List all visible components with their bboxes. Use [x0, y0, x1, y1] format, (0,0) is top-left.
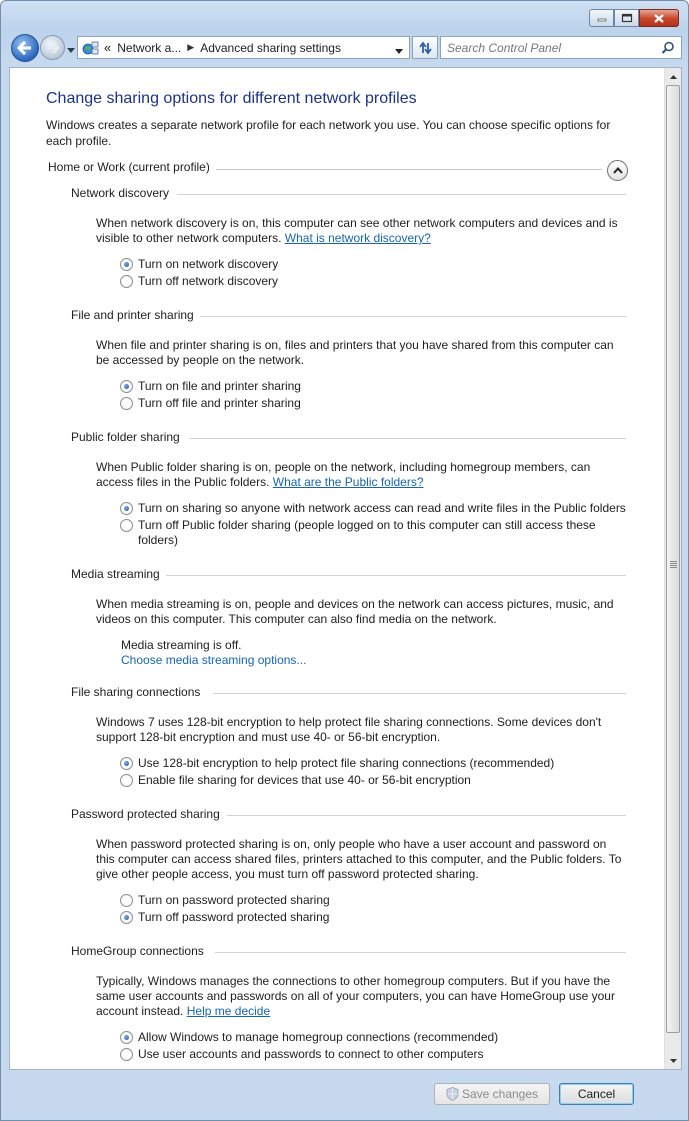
chevron-up-icon	[613, 167, 623, 174]
profile-divider	[216, 169, 602, 170]
cancel-button[interactable]	[559, 1083, 634, 1105]
search-icon[interactable]	[661, 41, 675, 55]
radio-label: Turn on file and printer sharing	[138, 379, 301, 393]
radio-button[interactable]	[120, 774, 133, 787]
save-changes-label: Save changes	[461, 1087, 539, 1101]
radio-turn-on-file-printer-sharing[interactable]	[120, 379, 301, 394]
content-pane	[9, 67, 682, 1070]
section-heading-media-streaming: Media streaming	[71, 567, 160, 581]
page-title: Change sharing options for different network profiles	[46, 90, 417, 107]
radio-button[interactable]	[120, 1048, 133, 1061]
radio-use-128-bit-encryption[interactable]	[120, 756, 554, 771]
section-divider	[215, 952, 626, 953]
radio-turn-on-password-protected-sharing[interactable]	[120, 893, 330, 908]
section-divider	[177, 194, 626, 195]
section-description	[96, 216, 626, 246]
radio-button-checked[interactable]	[120, 502, 133, 515]
radio-enable-40-56-bit-encryption[interactable]	[120, 773, 471, 788]
section-heading-public-folder-sharing: Public folder sharing	[71, 430, 180, 444]
radio-label: Turn on network discovery	[138, 257, 279, 271]
file-printer-description: When file and printer sharing is on, files and printers that you have shared from this computer can be accessed by people on the network.	[96, 338, 614, 367]
section-heading-file-sharing-connections: File sharing connections	[71, 685, 201, 699]
minimize-button[interactable]	[589, 9, 614, 27]
close-icon	[653, 13, 665, 24]
refresh-button[interactable]	[412, 36, 438, 59]
caption-buttons	[589, 9, 679, 27]
breadcrumb-overflow-button[interactable]: «	[104, 40, 112, 55]
homegroup-description: Typically, Windows manages the connections to other homegroup computers. But if you have the same user accounts and passwords on all of your computers, you can have HomeGroup use your account instead.	[96, 974, 615, 1018]
sharing-settings-content	[10, 68, 664, 1069]
radio-label: Enable file sharing for devices that use 40- or 56-bit encryption	[138, 773, 471, 787]
scroll-down-arrow-icon	[670, 1059, 677, 1063]
page-intro: Windows creates a separate network profile for each network you use. You can choose specific options for each profile.	[46, 118, 611, 148]
forward-button[interactable]	[40, 35, 65, 60]
radio-allow-windows-manage-homegroup[interactable]	[120, 1030, 498, 1045]
help-me-decide-link[interactable]: Help me decide	[186, 1004, 271, 1018]
radio-label: Turn off Public folder sharing (people logged on to this computer can still access these folders)	[138, 518, 596, 547]
maximize-button[interactable]	[614, 9, 639, 27]
breadcrumb-separator-icon[interactable]: ▶	[187, 42, 195, 52]
vertical-scrollbar[interactable]	[664, 68, 681, 1069]
radio-turn-on-public-folder-sharing[interactable]	[120, 501, 626, 516]
radio-button[interactable]	[120, 519, 133, 532]
network-discovery-help-link[interactable]: What is network discovery?	[284, 231, 431, 245]
public-folders-help-link[interactable]: What are the Public folders?	[272, 475, 424, 489]
footer-bar	[9, 1070, 682, 1114]
section-divider	[200, 316, 626, 317]
public-folder-description: When Public folder sharing is on, people on the network, including homegroup members, can access files in the Public folders.	[96, 460, 591, 489]
profile-heading: Home or Work (current profile)	[48, 160, 210, 174]
section-description	[96, 460, 626, 490]
radio-button-checked[interactable]	[120, 911, 133, 924]
network-icon	[82, 40, 100, 56]
back-arrow-icon	[17, 41, 33, 55]
radio-button[interactable]	[120, 894, 133, 907]
address-bar[interactable]	[77, 36, 410, 59]
section-heading-network-discovery: Network discovery	[71, 186, 170, 200]
radio-button-checked[interactable]	[120, 258, 133, 271]
radio-turn-off-password-protected-sharing[interactable]	[120, 910, 329, 925]
scroll-up-button[interactable]	[665, 68, 681, 85]
radio-turn-off-file-printer-sharing[interactable]	[120, 396, 301, 411]
minimize-icon	[596, 14, 608, 22]
section-description	[96, 974, 626, 1019]
cancel-label: Cancel	[577, 1087, 616, 1101]
radio-button-checked[interactable]	[120, 757, 133, 770]
radio-label: Turn off password protected sharing	[138, 910, 330, 924]
radio-use-user-accounts[interactable]	[120, 1047, 484, 1062]
chevron-down-icon	[67, 48, 75, 54]
breadcrumb-item-advanced-sharing[interactable]: Advanced sharing settings	[200, 40, 341, 55]
radio-turn-off-public-folder-sharing[interactable]	[120, 518, 620, 548]
radio-label: Turn off network discovery	[138, 274, 279, 288]
scroll-down-button[interactable]	[665, 1052, 681, 1069]
radio-button[interactable]	[120, 397, 133, 410]
section-divider	[227, 815, 626, 816]
search-box[interactable]	[440, 36, 682, 59]
password-sharing-description: When password protected sharing is on, only people who have a user account and password on this computer can access shared files, printers attached to this computer, and the Public folders. To give other people access, you must turn off password protected sharing.	[96, 837, 622, 881]
radio-label: Use 128-bit encryption to help protect file sharing connections (recommended)	[138, 756, 555, 770]
radio-label: Use user accounts and passwords to connect to other computers	[138, 1047, 484, 1061]
radio-button[interactable]	[120, 275, 133, 288]
shield-icon	[446, 1087, 459, 1101]
scroll-grip-icon	[670, 561, 677, 569]
save-changes-button[interactable]	[434, 1083, 550, 1105]
radio-turn-on-network-discovery[interactable]	[120, 257, 278, 272]
radio-button-checked[interactable]	[120, 380, 133, 393]
collapse-profile-button[interactable]	[607, 160, 628, 181]
section-heading-file-printer-sharing: File and printer sharing	[71, 308, 194, 322]
scroll-up-arrow-icon	[670, 75, 677, 79]
radio-label: Turn on sharing so anyone with network access can read and write files in the Public folders	[138, 501, 626, 515]
section-divider	[213, 693, 626, 694]
chevron-down-icon	[395, 49, 403, 55]
radio-label: Turn on password protected sharing	[138, 893, 330, 907]
section-divider	[189, 438, 626, 439]
recent-pages-dropdown[interactable]	[67, 43, 75, 57]
navigation-toolbar	[9, 33, 682, 61]
radio-label: Turn off file and printer sharing	[138, 396, 301, 410]
close-button[interactable]	[639, 9, 679, 27]
radio-turn-off-network-discovery[interactable]	[120, 274, 278, 289]
breadcrumb	[100, 40, 341, 55]
section-heading-password-protected-sharing: Password protected sharing	[71, 807, 220, 821]
forward-arrow-icon	[46, 42, 60, 54]
address-dropdown[interactable]	[395, 44, 403, 58]
refresh-icon	[417, 41, 433, 55]
file-sharing-connections-description: Windows 7 uses 128-bit encryption to help protect file sharing connections. Some devices don't support 128-bit encryption and must use 40- or 56-bit encryption.	[96, 715, 602, 744]
radio-label: Allow Windows to manage homegroup connections (recommended)	[138, 1030, 499, 1044]
media-streaming-description: When media streaming is on, people and devices on the network can access pictures, music, and videos on this computer. This computer can also find media on the network.	[96, 597, 614, 626]
section-heading-homegroup-connections: HomeGroup connections	[71, 944, 204, 958]
media-streaming-options-link[interactable]: Choose media streaming options...	[121, 653, 307, 667]
maximize-icon	[621, 13, 633, 23]
network-discovery-description: When network discovery is on, this computer can see other network computers and devices and is visible to other network computers.	[96, 216, 618, 245]
search-input[interactable]	[441, 40, 651, 56]
back-button[interactable]	[11, 34, 39, 62]
scroll-thumb[interactable]	[666, 85, 680, 1033]
breadcrumb-item-network[interactable]: Network a...	[117, 40, 182, 55]
radio-button-checked[interactable]	[120, 1031, 133, 1044]
section-divider	[166, 575, 626, 576]
media-streaming-status: Media streaming is off.	[121, 638, 242, 652]
